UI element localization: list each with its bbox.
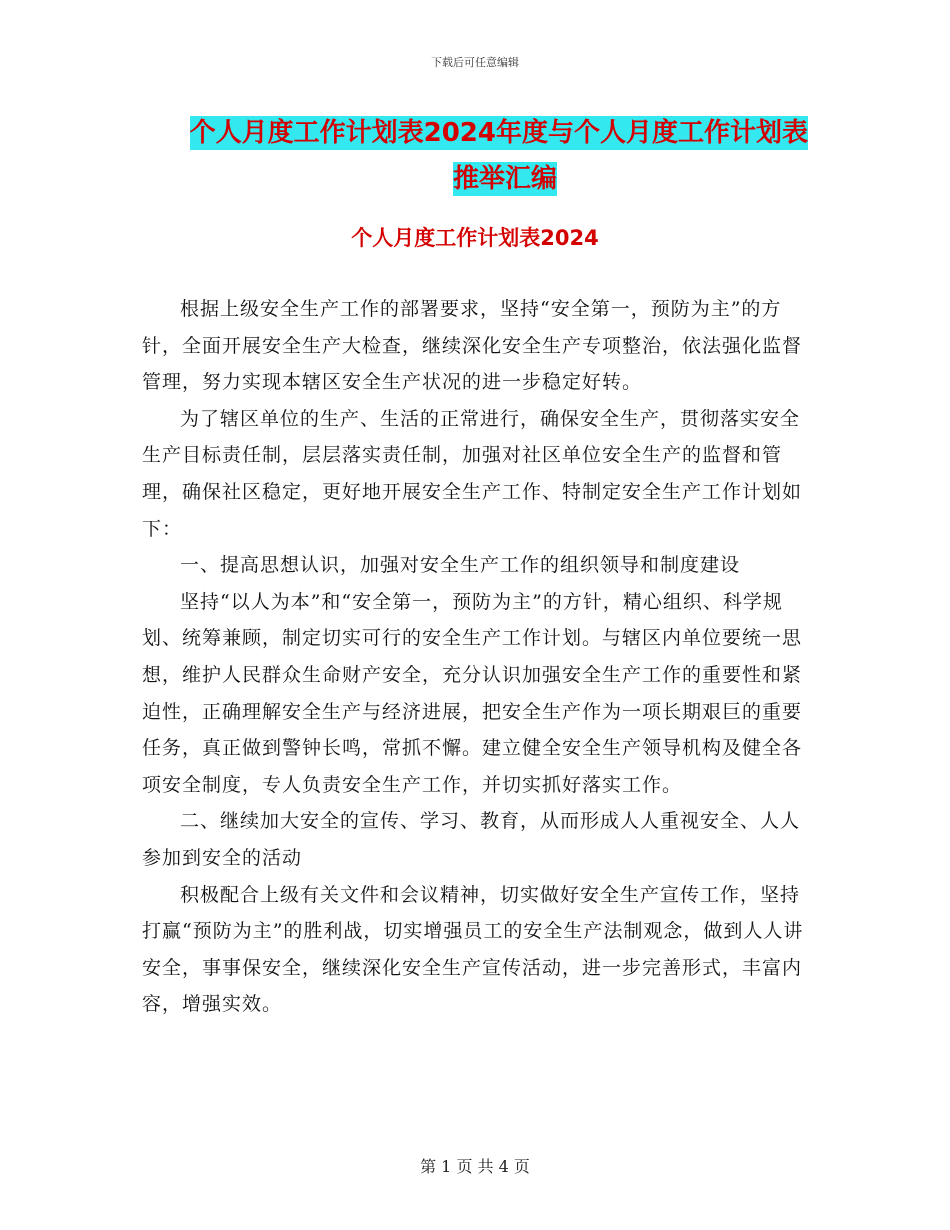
section-heading: 一、提高思想认识，加强对安全生产工作的组织领导和制度建设	[180, 554, 741, 577]
section-heading: 二、继续加大安全的宣传、学习、教育，从而形成人人重视安全、人人参加到安全的活动	[142, 810, 801, 869]
document-title-line-2: 推举汇编	[452, 164, 557, 194]
document-title	[142, 110, 808, 202]
page-header-note: 下载后可任意编辑	[431, 56, 519, 69]
paragraph: 积极配合上级有关文件和会议精神，切实做好安全生产宣传工作，坚持打赢“预防为主”的胜利战，切实增强员工的安全生产法制观念，做到人人讲安全，事事保安全，继续深化安全生产宣传活动，进一步完善形式，丰富内容，增强实效。	[142, 883, 804, 1016]
document-title-line-1: 个人月度工作计划表2024年度与个人月度工作计划表	[189, 118, 808, 148]
paragraph: 根据上级安全生产工作的部署要求，坚持“安全第一，预防为主”的方针，全面开展安全生产大检查，继续深化安全生产专项整治，依法强化监督管理，努力实现本辖区安全生产状况的进一步稳定好转。	[142, 298, 803, 394]
paragraph: 坚持“以人为本”和“安全第一，预防为主”的方针，精心组织、科学规划、统筹兼顾，制定切实可行的安全生产工作计划。与辖区内单位要统一思想，维护人民群众生命财产安全，充分认识加强安全生产工作的重要性和紧迫性，正确理解安全生产与经济进展，把安全生产作为一项长期艰巨的重要任务，真正做到警钟长鸣，常抓不懈。建立健全安全生产领导机构及健全各项安全制度，专人负责安全生产工作，并切实抓好落实工作。	[142, 590, 803, 796]
document-body	[142, 291, 808, 1023]
page-number-footer: 第 1 页 共 4 页	[420, 1157, 530, 1176]
section-title: 个人月度工作计划表2024	[351, 226, 599, 250]
paragraph: 为了辖区单位的生产、生活的正常进行，确保安全生产，贯彻落实安全生产目标责任制，层层落实责任制，加强对社区单位安全生产的监督和管理，确保社区稳定，更好地开展安全生产工作、特制定安全生产工作计划如下：	[142, 407, 803, 540]
